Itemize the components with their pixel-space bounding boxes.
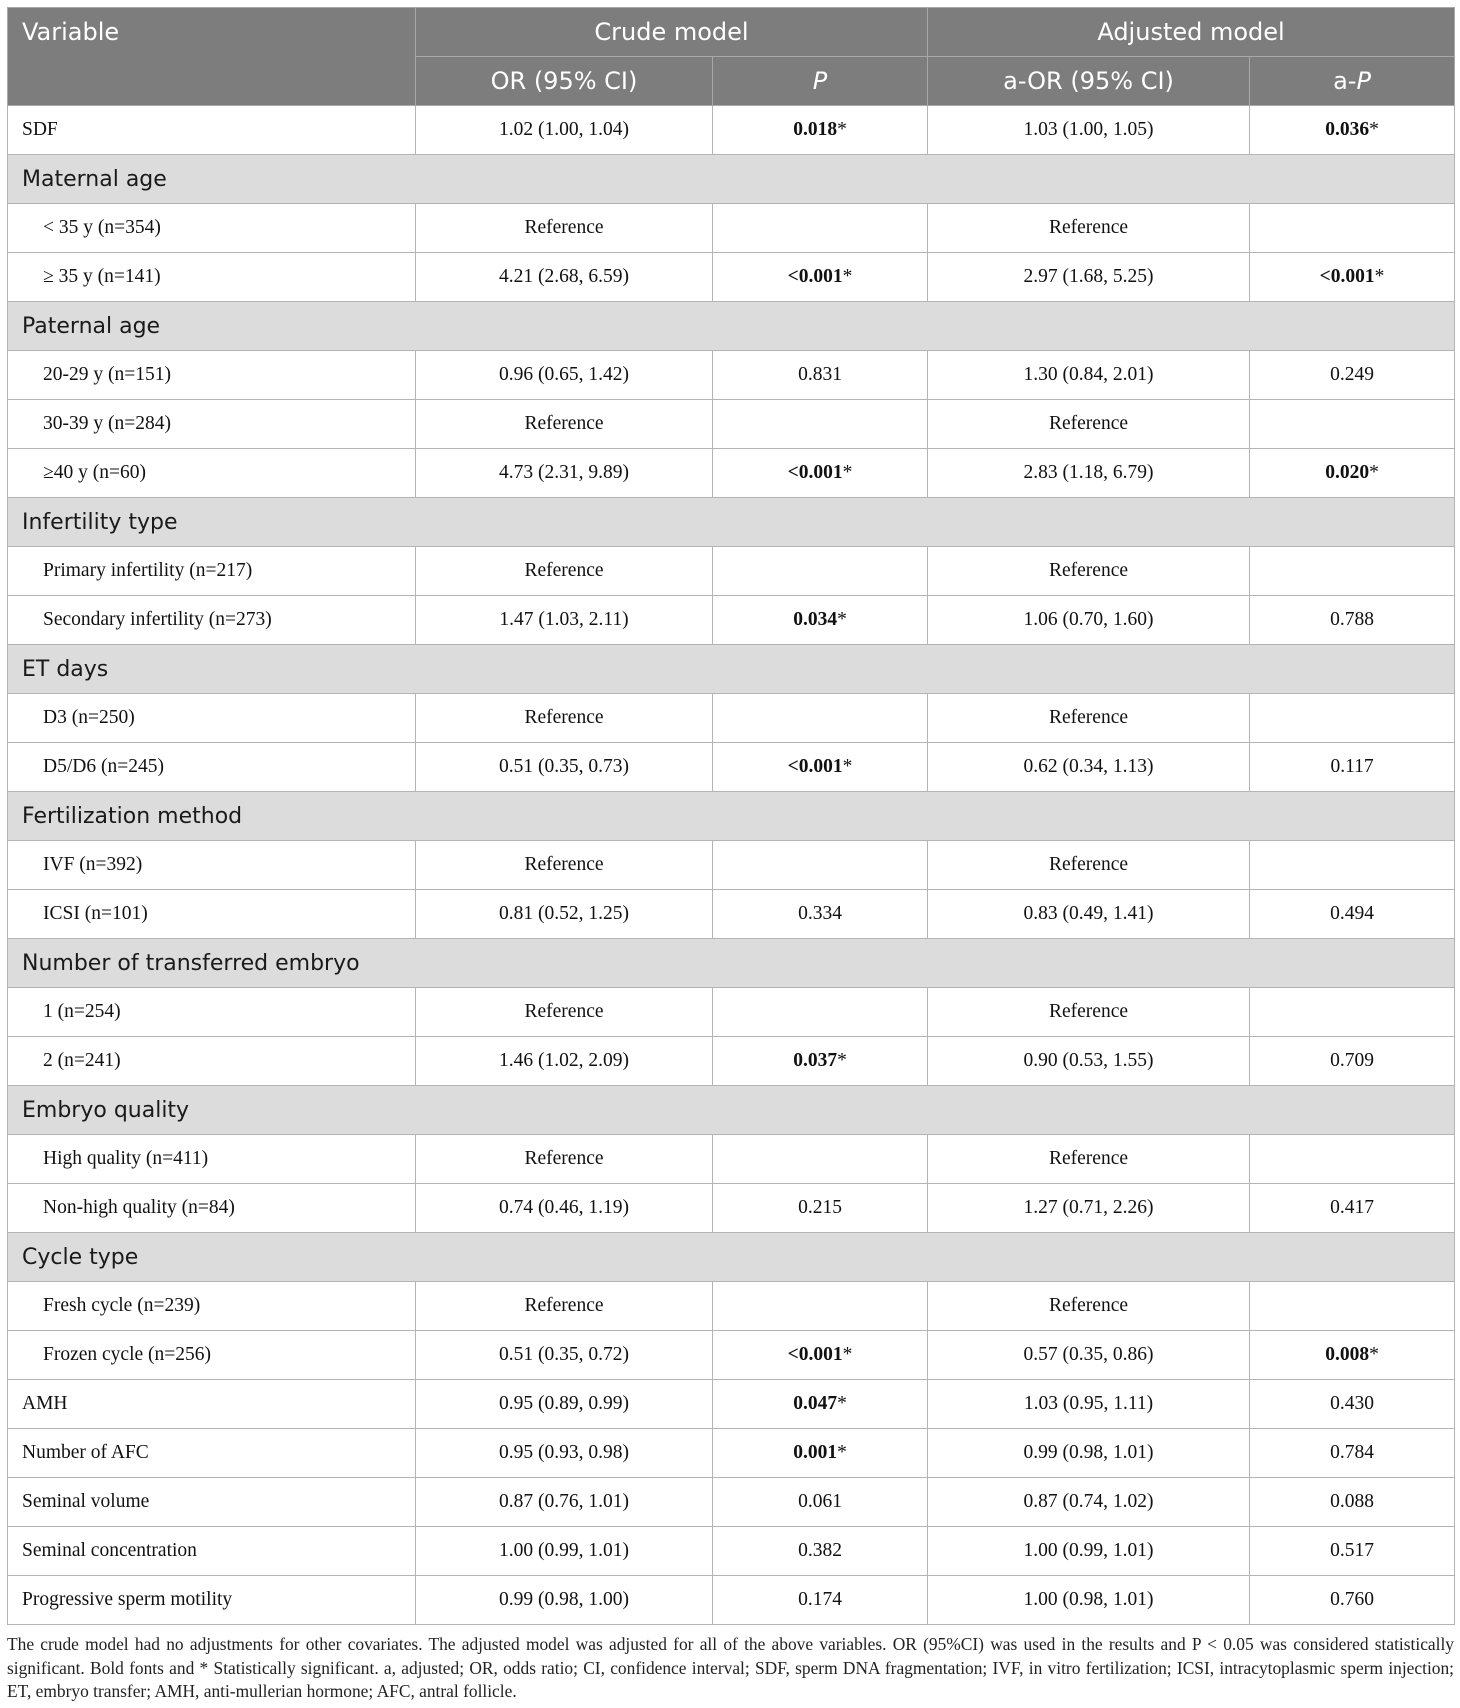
row-label: High quality (n=411) xyxy=(8,1135,416,1184)
table-row xyxy=(8,400,1455,449)
adjusted-p-cell: 0.430 xyxy=(1250,1380,1455,1429)
table-row xyxy=(8,1331,1455,1380)
crude-p-cell xyxy=(713,1331,928,1380)
header-crude-model: Crude model xyxy=(416,8,928,57)
crude-or-cell: Reference xyxy=(416,400,713,449)
group-label: ET days xyxy=(8,645,1455,694)
row-label: D3 (n=250) xyxy=(8,694,416,743)
significance-marker: * xyxy=(1369,462,1379,483)
crude-p-cell xyxy=(713,253,928,302)
crude-p-cell xyxy=(713,449,928,498)
row-label: 20-29 y (n=151) xyxy=(8,351,416,400)
crude-or-cell: Reference xyxy=(416,547,713,596)
adjusted-p-cell: 0.709 xyxy=(1250,1037,1455,1086)
crude-or-cell: 0.99 (0.98, 1.00) xyxy=(416,1576,713,1625)
group-row xyxy=(8,939,1455,988)
table-row xyxy=(8,1527,1455,1576)
crude-or-cell: 4.21 (2.68, 6.59) xyxy=(416,253,713,302)
adjusted-or-cell: Reference xyxy=(928,400,1250,449)
group-label: Maternal age xyxy=(8,155,1455,204)
table-row xyxy=(8,253,1455,302)
table-row xyxy=(8,351,1455,400)
group-label: Fertilization method xyxy=(8,792,1455,841)
row-label: AMH xyxy=(8,1380,416,1429)
adjusted-p-cell xyxy=(1250,253,1455,302)
adjusted-p-cell xyxy=(1250,1135,1455,1184)
crude-p-cell xyxy=(713,988,928,1037)
table-row xyxy=(8,1478,1455,1527)
row-label: Seminal volume xyxy=(8,1478,416,1527)
adjusted-p-cell xyxy=(1250,988,1455,1037)
row-label: Progressive sperm motility xyxy=(8,1576,416,1625)
crude-p-cell: 0.061 xyxy=(713,1478,928,1527)
header-p-text: P xyxy=(812,67,828,95)
crude-p-cell-value: 0.001 xyxy=(793,1442,838,1463)
group-row xyxy=(8,155,1455,204)
group-row xyxy=(8,302,1455,351)
crude-or-cell: 0.74 (0.46, 1.19) xyxy=(416,1184,713,1233)
crude-p-cell-value: <0.001 xyxy=(787,266,843,287)
crude-p-cell xyxy=(713,1037,928,1086)
significance-marker: * xyxy=(842,756,853,777)
crude-or-cell: Reference xyxy=(416,988,713,1037)
regression-table xyxy=(7,7,1455,1625)
crude-or-cell: 4.73 (2.31, 9.89) xyxy=(416,449,713,498)
crude-p-cell: 0.334 xyxy=(713,890,928,939)
adjusted-p-cell: 0.417 xyxy=(1250,1184,1455,1233)
table-row xyxy=(8,1037,1455,1086)
crude-or-cell: 0.81 (0.52, 1.25) xyxy=(416,890,713,939)
table-row xyxy=(8,596,1455,645)
adjusted-p-cell xyxy=(1250,449,1455,498)
group-row xyxy=(8,645,1455,694)
crude-or-cell: 1.47 (1.03, 2.11) xyxy=(416,596,713,645)
crude-or-cell: Reference xyxy=(416,694,713,743)
adjusted-or-cell: 1.27 (0.71, 2.26) xyxy=(928,1184,1250,1233)
row-label: Primary infertility (n=217) xyxy=(8,547,416,596)
crude-or-cell: 0.87 (0.76, 1.01) xyxy=(416,1478,713,1527)
adjusted-p-cell-value: 0.036 xyxy=(1325,119,1370,140)
adjusted-p-cell-value: 0.020 xyxy=(1325,462,1370,483)
adjusted-p-cell: 0.249 xyxy=(1250,351,1455,400)
table-row xyxy=(8,1380,1455,1429)
crude-or-cell: 1.00 (0.99, 1.01) xyxy=(416,1527,713,1576)
crude-or-cell: 1.02 (1.00, 1.04) xyxy=(416,106,713,155)
row-label: < 35 y (n=354) xyxy=(8,204,416,253)
adjusted-or-cell: Reference xyxy=(928,204,1250,253)
adjusted-or-cell: 1.00 (0.98, 1.01) xyxy=(928,1576,1250,1625)
table-row xyxy=(8,1282,1455,1331)
crude-p-cell xyxy=(713,1429,928,1478)
adjusted-p-cell: 0.494 xyxy=(1250,890,1455,939)
group-row xyxy=(8,1233,1455,1282)
table-row xyxy=(8,204,1455,253)
crude-p-cell xyxy=(713,1380,928,1429)
header-ap-italic: P xyxy=(1356,67,1371,95)
significance-marker: * xyxy=(837,119,847,140)
group-label: Embryo quality xyxy=(8,1086,1455,1135)
group-row xyxy=(8,498,1455,547)
crude-p-cell xyxy=(713,743,928,792)
table-row xyxy=(8,1576,1455,1625)
crude-or-cell: Reference xyxy=(416,204,713,253)
crude-p-cell: 0.382 xyxy=(713,1527,928,1576)
row-label: D5/D6 (n=245) xyxy=(8,743,416,792)
adjusted-p-cell xyxy=(1250,547,1455,596)
row-label: Frozen cycle (n=256) xyxy=(8,1331,416,1380)
crude-or-cell: Reference xyxy=(416,1135,713,1184)
significance-marker: * xyxy=(842,1344,853,1365)
crude-p-cell xyxy=(713,204,928,253)
adjusted-or-cell: 1.30 (0.84, 2.01) xyxy=(928,351,1250,400)
crude-or-cell: 0.96 (0.65, 1.42) xyxy=(416,351,713,400)
header-ap xyxy=(1250,57,1455,106)
adjusted-p-cell: 0.784 xyxy=(1250,1429,1455,1478)
row-label: Seminal concentration xyxy=(8,1527,416,1576)
significance-marker: * xyxy=(1369,119,1379,140)
adjusted-p-cell: 0.788 xyxy=(1250,596,1455,645)
crude-p-cell xyxy=(713,106,928,155)
significance-marker: * xyxy=(837,1393,847,1414)
adjusted-or-cell: 1.06 (0.70, 1.60) xyxy=(928,596,1250,645)
table-row xyxy=(8,106,1455,155)
row-label: ≥40 y (n=60) xyxy=(8,449,416,498)
row-label: SDF xyxy=(8,106,416,155)
crude-p-cell xyxy=(713,547,928,596)
table-footnote: The crude model had no adjustments for other covariates. The adjusted model was adjusted for all of the above variables. OR (95%CI) was used in the results and P < 0.05 was considered statistically significant. Bold fonts and * Statistically significant. a, adjusted; OR, odds ratio; CI, confidence interval; SDF, sperm DNA fragmentation; IVF, in vitro fertilization; ICSI, intracytoplasmic sperm injection; ET, embryo transfer; AMH, anti-mullerian hormone; AFC, antral follicle. xyxy=(7,1634,1454,1701)
adjusted-or-cell: 0.99 (0.98, 1.01) xyxy=(928,1429,1250,1478)
row-label: Non-high quality (n=84) xyxy=(8,1184,416,1233)
crude-p-cell: 0.831 xyxy=(713,351,928,400)
adjusted-or-cell: 2.83 (1.18, 6.79) xyxy=(928,449,1250,498)
significance-marker: * xyxy=(1369,1344,1379,1365)
crude-p-cell xyxy=(713,1135,928,1184)
row-label: 1 (n=254) xyxy=(8,988,416,1037)
adjusted-p-cell xyxy=(1250,841,1455,890)
group-label: Cycle type xyxy=(8,1233,1455,1282)
significance-marker: * xyxy=(837,1442,847,1463)
table-row xyxy=(8,547,1455,596)
crude-p-cell xyxy=(713,694,928,743)
adjusted-or-cell: 1.00 (0.99, 1.01) xyxy=(928,1527,1250,1576)
crude-p-cell-value: 0.034 xyxy=(793,609,838,630)
crude-p-cell-value: 0.018 xyxy=(793,119,838,140)
group-row xyxy=(8,792,1455,841)
adjusted-or-cell: 1.03 (1.00, 1.05) xyxy=(928,106,1250,155)
row-label: IVF (n=392) xyxy=(8,841,416,890)
table-row xyxy=(8,841,1455,890)
adjusted-p-cell xyxy=(1250,106,1455,155)
group-label: Paternal age xyxy=(8,302,1455,351)
adjusted-or-cell: 0.87 (0.74, 1.02) xyxy=(928,1478,1250,1527)
header-adjusted-model: Adjusted model xyxy=(928,8,1455,57)
table-row xyxy=(8,890,1455,939)
row-label: Secondary infertility (n=273) xyxy=(8,596,416,645)
row-label: ICSI (n=101) xyxy=(8,890,416,939)
adjusted-or-cell: 0.62 (0.34, 1.13) xyxy=(928,743,1250,792)
significance-marker: * xyxy=(837,609,847,630)
group-label: Infertility type xyxy=(8,498,1455,547)
crude-p-cell-value: 0.047 xyxy=(793,1393,838,1414)
header-ap-prefix: a- xyxy=(1333,67,1357,95)
adjusted-p-cell-value: <0.001 xyxy=(1319,266,1375,287)
crude-p-cell-value: <0.001 xyxy=(787,1344,843,1365)
table-figure xyxy=(7,7,1454,1704)
row-label: ≥ 35 y (n=141) xyxy=(8,253,416,302)
group-label: Number of transferred embryo xyxy=(8,939,1455,988)
table-row xyxy=(8,988,1455,1037)
adjusted-p-cell: 0.517 xyxy=(1250,1527,1455,1576)
adjusted-or-cell: Reference xyxy=(928,1135,1250,1184)
crude-p-cell-value: <0.001 xyxy=(787,462,843,483)
crude-p-cell xyxy=(713,596,928,645)
row-label: Number of AFC xyxy=(8,1429,416,1478)
table-header xyxy=(8,8,1455,106)
crude-p-cell xyxy=(713,400,928,449)
adjusted-or-cell: Reference xyxy=(928,694,1250,743)
adjusted-or-cell: 1.03 (0.95, 1.11) xyxy=(928,1380,1250,1429)
significance-marker: * xyxy=(842,266,853,287)
table-row xyxy=(8,743,1455,792)
adjusted-or-cell: Reference xyxy=(928,547,1250,596)
adjusted-p-cell xyxy=(1250,1331,1455,1380)
table-row xyxy=(8,1184,1455,1233)
adjusted-p-cell: 0.088 xyxy=(1250,1478,1455,1527)
row-label: 30-39 y (n=284) xyxy=(8,400,416,449)
crude-or-cell: 0.51 (0.35, 0.73) xyxy=(416,743,713,792)
header-aor-ci: a-OR (95% CI) xyxy=(928,57,1250,106)
header-p xyxy=(713,57,928,106)
crude-or-cell: 0.95 (0.93, 0.98) xyxy=(416,1429,713,1478)
crude-or-cell: Reference xyxy=(416,841,713,890)
significance-marker: * xyxy=(837,1050,847,1071)
adjusted-p-cell xyxy=(1250,694,1455,743)
row-label: Fresh cycle (n=239) xyxy=(8,1282,416,1331)
significance-marker: * xyxy=(1374,266,1385,287)
crude-p-cell xyxy=(713,841,928,890)
adjusted-p-cell: 0.760 xyxy=(1250,1576,1455,1625)
crude-or-cell: 0.51 (0.35, 0.72) xyxy=(416,1331,713,1380)
table-body xyxy=(8,106,1455,1625)
crude-or-cell: 1.46 (1.02, 2.09) xyxy=(416,1037,713,1086)
header-variable: Variable xyxy=(8,8,416,106)
crude-p-cell: 0.215 xyxy=(713,1184,928,1233)
table-row xyxy=(8,1135,1455,1184)
row-label: 2 (n=241) xyxy=(8,1037,416,1086)
crude-p-cell-value: <0.001 xyxy=(787,756,843,777)
crude-or-cell: 0.95 (0.89, 0.99) xyxy=(416,1380,713,1429)
table-row xyxy=(8,694,1455,743)
adjusted-p-cell xyxy=(1250,1282,1455,1331)
adjusted-or-cell: Reference xyxy=(928,988,1250,1037)
significance-marker: * xyxy=(842,462,853,483)
adjusted-or-cell: Reference xyxy=(928,1282,1250,1331)
adjusted-p-cell xyxy=(1250,204,1455,253)
table-row xyxy=(8,449,1455,498)
crude-or-cell: Reference xyxy=(416,1282,713,1331)
header-or-ci: OR (95% CI) xyxy=(416,57,713,106)
adjusted-or-cell: 0.57 (0.35, 0.86) xyxy=(928,1331,1250,1380)
adjusted-p-cell-value: 0.008 xyxy=(1325,1344,1370,1365)
crude-p-cell xyxy=(713,1282,928,1331)
crude-p-cell-value: 0.037 xyxy=(793,1050,838,1071)
group-row xyxy=(8,1086,1455,1135)
adjusted-or-cell: 0.90 (0.53, 1.55) xyxy=(928,1037,1250,1086)
adjusted-or-cell: 2.97 (1.68, 5.25) xyxy=(928,253,1250,302)
adjusted-or-cell: 0.83 (0.49, 1.41) xyxy=(928,890,1250,939)
adjusted-p-cell xyxy=(1250,400,1455,449)
adjusted-or-cell: Reference xyxy=(928,841,1250,890)
crude-p-cell: 0.174 xyxy=(713,1576,928,1625)
table-row xyxy=(8,1429,1455,1478)
adjusted-p-cell: 0.117 xyxy=(1250,743,1455,792)
